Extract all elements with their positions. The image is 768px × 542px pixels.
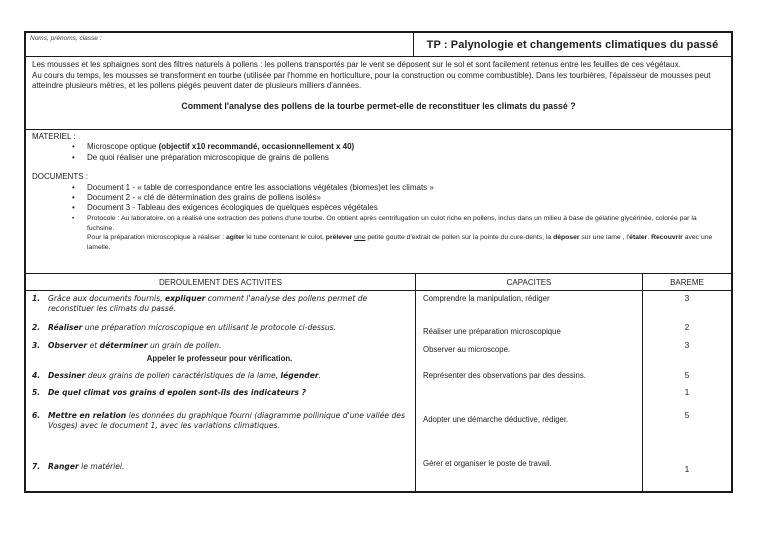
table-row-bareme: 2 — [642, 320, 731, 338]
table-row-capacite: Réaliser une préparation microscopique — [415, 320, 642, 338]
table-row-activity — [26, 385, 415, 408]
protocole-paragraph-1: Protocole : Au laboratoire, on a réalisé une extraction des pollens d'une tourbe. On obtient après centrifugation un culot riche en pollens, inclus dans un milieu à base de gélatine glycérinée, colorée par la fuchsine. — [87, 214, 697, 232]
column-header-activities: DEROULEMENT DES ACTIVITES — [159, 277, 282, 287]
table-row-activity — [26, 450, 415, 491]
worksheet-page — [24, 31, 733, 493]
table-row-capacite: Observer au microscope. — [415, 338, 642, 368]
name-class-label: Noms, prénoms, classe : — [30, 35, 102, 42]
item-number: 7. — [32, 462, 41, 471]
bullet-icon: • — [72, 192, 75, 202]
table-row-capacite: Comprendre la manipulation, rédiger — [415, 291, 642, 320]
table-row-bareme: 5 — [642, 408, 731, 450]
page-title: TP : Palynologie et changements climatiques du passé — [413, 33, 731, 56]
list-item — [72, 203, 725, 213]
activity-text: Mettre en relation les données du graphique fourni (diagramme pollinique d'une vallée des Vosges) avec le document 1, avec les variations climatiques. — [48, 411, 405, 430]
activity-text: Dessiner deux grains de pollen caractéristiques de la lame, légender. — [48, 371, 322, 380]
bullet-icon: • — [72, 214, 75, 222]
activity-text: De quel climat vos grains d epolen sont-ils des indicateurs ? — [48, 388, 307, 397]
item-number: 1. — [32, 294, 41, 303]
activity-text: Observer et déterminer un grain de pollen. — [48, 341, 222, 350]
item-number: 5. — [32, 388, 41, 397]
column-header-bareme: BAREME — [642, 274, 731, 290]
activity-text: Grâce aux documents fournis, expliquer comment l'analyse des pollens permet de reconstituer les climats du passé. — [48, 294, 368, 313]
intro-paragraph-2: Au cours du temps, les mousses se transforment en tourbe (utilisée par l'homme en horticulture, pour la construction ou comme combustible). Dans les tourbières, l'épaisseur de mousses peut atteindre plusieurs mètres, et les pollens piégés peuvent dater de plusieurs milliers d'années. — [32, 70, 711, 91]
table-row-bareme: 1 — [642, 450, 731, 491]
document-item-2: Document 2 - « clé de détermination des grains de pollens isolés» — [87, 192, 321, 202]
list-item — [72, 193, 725, 203]
intro-paragraph-1: Les mousses et les sphaignes sont des filtres naturels à pollens : les pollens transportés par le vent se déposent sur le sol et sont facilement retenus entre les feuilles de ces végétaux. — [32, 60, 681, 69]
bullet-icon: • — [72, 152, 75, 162]
documents-label: DOCUMENTS : — [32, 172, 88, 182]
table-header-row — [26, 274, 731, 291]
table-row-activity — [26, 368, 415, 385]
intro-section — [26, 57, 731, 130]
table-row-activity — [26, 338, 415, 368]
table-row-capacite — [415, 385, 642, 408]
item-number: 2. — [32, 323, 41, 332]
table-row-bareme: 3 — [642, 338, 731, 368]
table-row-bareme: 1 — [642, 385, 731, 408]
table-row-capacite: Gérer et organiser le poste de travail. — [415, 450, 642, 491]
document-item-1: Document 1 - « table de correspondance entre les associations végétales (biomes)et les climats » — [87, 182, 434, 192]
bullet-icon: • — [72, 182, 75, 192]
activity-text: Réaliser une préparation microscopique en utilisant le protocole ci-dessus. — [48, 323, 337, 332]
bullet-icon: • — [72, 203, 75, 213]
list-item — [72, 183, 725, 193]
table-row-bareme: 3 — [642, 291, 731, 320]
bullet-icon: • — [72, 142, 75, 152]
table-row-capacite: Adopter une démarche déductive, rédiger. — [415, 408, 642, 450]
call-teacher-note: Appeler le professeur pour vérification. — [146, 353, 293, 363]
list-item — [72, 142, 725, 152]
materiel-documents-section — [26, 130, 731, 274]
document-item-3: Document 3 - Tableau des exigences écologiques de quelques espèces végétales — [87, 203, 378, 213]
materiel-label: MATERIEL : — [32, 132, 76, 141]
materiel-item-2: De quoi réaliser une préparation microscopique de grains de pollens — [87, 152, 329, 162]
materiel-item-1: Microscope optique (objectif x10 recommandé, occasionnellement x 40) — [87, 142, 355, 152]
problem-question: Comment l'analyse des pollens de la tourbe permet-elle de reconstituer les climats du passé ? — [181, 100, 576, 111]
column-header-capacites: CAPACITES — [415, 274, 642, 290]
header-row — [26, 33, 731, 57]
documents-list — [72, 183, 725, 254]
table-row-capacite: Représenter des observations par des dessins. — [415, 368, 642, 385]
table-body — [26, 291, 731, 491]
materiel-list — [72, 142, 725, 163]
table-row-activity — [26, 291, 415, 320]
item-number: 4. — [32, 371, 41, 380]
table-row-activity — [26, 320, 415, 338]
activity-text: Ranger le matériel. — [48, 462, 125, 471]
item-number: 3. — [32, 341, 41, 350]
protocole-item — [72, 214, 725, 253]
protocole-paragraph-2: Pour la préparation microscopique à réaliser : agiter le tube contenant le culot, prélever une petite goutte d'extrait de pollen sur la pointe du cure-dents, la déposer sur une lame , l'étaler. Recouvrir avec une lamelle. — [87, 234, 713, 252]
item-number: 6. — [32, 411, 41, 420]
list-item — [72, 153, 725, 163]
table-row-activity — [26, 408, 415, 450]
table-row-bareme: 5 — [642, 368, 731, 385]
